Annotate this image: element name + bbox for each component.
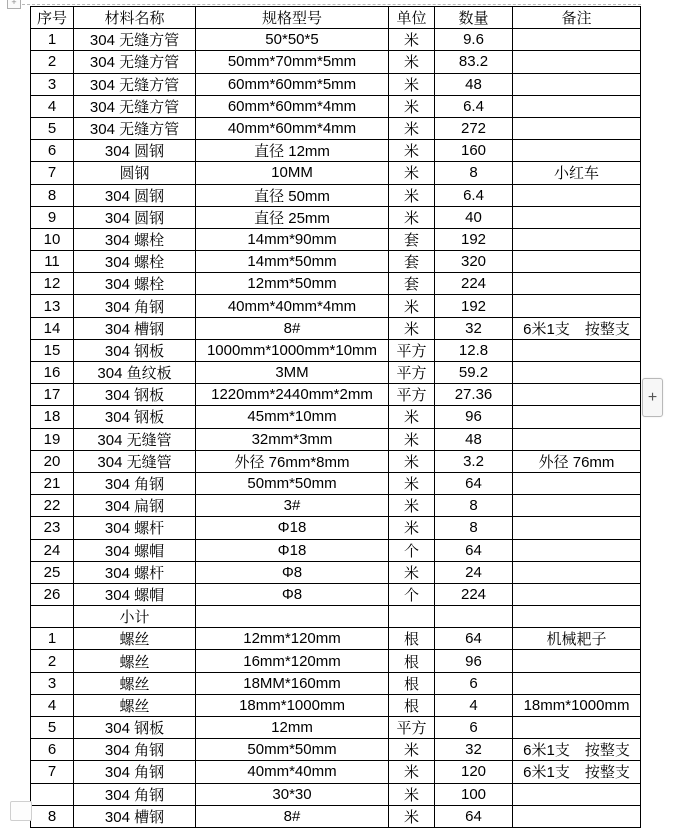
- table-header-row: [31, 7, 641, 29]
- table-cell[interactable]: [435, 606, 513, 628]
- table-cell[interactable]: 272: [435, 117, 513, 139]
- table-cell[interactable]: [513, 495, 641, 517]
- table-row: [31, 672, 641, 694]
- table-cell[interactable]: [513, 539, 641, 561]
- table-cell[interactable]: 15: [31, 339, 74, 361]
- table-cell[interactable]: 12mm*50mm: [196, 273, 389, 295]
- table-cell[interactable]: 19: [31, 428, 74, 450]
- table-cell[interactable]: 6: [435, 672, 513, 694]
- table-row: [31, 339, 641, 361]
- table-cell[interactable]: 304 螺栓: [74, 273, 196, 295]
- table-cell[interactable]: 套: [389, 273, 435, 295]
- table-cell[interactable]: 5: [31, 117, 74, 139]
- table-cell[interactable]: 12mm: [196, 717, 389, 739]
- table-cell[interactable]: 40: [435, 206, 513, 228]
- table-cell[interactable]: 26: [31, 583, 74, 605]
- table-row: [31, 184, 641, 206]
- table-cell[interactable]: 8#: [196, 317, 389, 339]
- table-cell[interactable]: [513, 251, 641, 273]
- table-cell[interactable]: 螺丝: [74, 628, 196, 650]
- table-cell[interactable]: 1: [31, 29, 74, 51]
- table-cell[interactable]: Φ8: [196, 583, 389, 605]
- table-cell[interactable]: 14: [31, 317, 74, 339]
- table-cell[interactable]: 平方: [389, 339, 435, 361]
- table-cell[interactable]: 2: [31, 51, 74, 73]
- table-cell[interactable]: 60mm*60mm*4mm: [196, 95, 389, 117]
- table-cell[interactable]: 外径 76mm*8mm: [196, 450, 389, 472]
- table-row: [31, 539, 641, 561]
- table-cell[interactable]: 304 圆钢: [74, 184, 196, 206]
- table-cell[interactable]: 4: [31, 95, 74, 117]
- table-row: [31, 117, 641, 139]
- table-cell[interactable]: 304 螺帽: [74, 583, 196, 605]
- table-cell[interactable]: [389, 606, 435, 628]
- table-cell[interactable]: 17: [31, 384, 74, 406]
- table-row: [31, 450, 641, 472]
- table-cell[interactable]: 25: [31, 561, 74, 583]
- table-cell[interactable]: [513, 95, 641, 117]
- table-cell[interactable]: 50mm*70mm*5mm: [196, 51, 389, 73]
- table-cell[interactable]: 45mm*10mm: [196, 406, 389, 428]
- table-cell[interactable]: 304 角钢: [74, 783, 196, 805]
- table-row: [31, 717, 641, 739]
- table-cell[interactable]: 1: [31, 628, 74, 650]
- table-cell[interactable]: 4: [31, 694, 74, 716]
- table-cell[interactable]: 304 无缝方管: [74, 117, 196, 139]
- table-row: [31, 273, 641, 295]
- table-cell[interactable]: Φ18: [196, 517, 389, 539]
- table-cell[interactable]: [513, 29, 641, 51]
- table-cell[interactable]: 圆钢: [74, 162, 196, 184]
- table-cell[interactable]: 224: [435, 583, 513, 605]
- table-cell[interactable]: 304 螺栓: [74, 228, 196, 250]
- table-cell[interactable]: 32: [435, 739, 513, 761]
- table-cell[interactable]: 304 角钢: [74, 739, 196, 761]
- table-cell[interactable]: 16: [31, 362, 74, 384]
- table-cell[interactable]: 24: [31, 539, 74, 561]
- partial-control[interactable]: [10, 801, 32, 821]
- table-cell[interactable]: [513, 406, 641, 428]
- table-cell[interactable]: 18mm*1000mm: [196, 694, 389, 716]
- table-cell[interactable]: 个: [389, 583, 435, 605]
- table-cell[interactable]: 12: [31, 273, 74, 295]
- table-cell[interactable]: 32: [435, 317, 513, 339]
- table-cell[interactable]: 机械耙子: [513, 628, 641, 650]
- table-cell[interactable]: 13: [31, 295, 74, 317]
- table-cell[interactable]: 平方: [389, 384, 435, 406]
- table-cell[interactable]: 米: [389, 495, 435, 517]
- table-cell[interactable]: 14mm*50mm: [196, 251, 389, 273]
- table-cell[interactable]: 5: [31, 717, 74, 739]
- table-cell[interactable]: 50*50*5: [196, 29, 389, 51]
- table-cell[interactable]: 7: [31, 761, 74, 783]
- table-cell[interactable]: 304 无缝方管: [74, 51, 196, 73]
- table-cell[interactable]: 304 钢板: [74, 384, 196, 406]
- table-cell[interactable]: 6米1支 按整支: [513, 317, 641, 339]
- table-cell[interactable]: 米: [389, 162, 435, 184]
- table-cell[interactable]: 外径 76mm: [513, 450, 641, 472]
- table-cell[interactable]: 8: [435, 517, 513, 539]
- table-cell[interactable]: 6米1支 按整支: [513, 739, 641, 761]
- table-cell[interactable]: 3MM: [196, 362, 389, 384]
- table-cell[interactable]: 4: [435, 694, 513, 716]
- table-cell[interactable]: 米: [389, 184, 435, 206]
- table-cell[interactable]: [513, 472, 641, 494]
- table-cell[interactable]: 米: [389, 51, 435, 73]
- table-cell[interactable]: 12mm*120mm: [196, 628, 389, 650]
- table-cell[interactable]: 304 角钢: [74, 295, 196, 317]
- table-cell[interactable]: 304 钢板: [74, 339, 196, 361]
- table-cell[interactable]: 平方: [389, 362, 435, 384]
- table-cell[interactable]: 米: [389, 428, 435, 450]
- table-cell[interactable]: 米: [389, 739, 435, 761]
- table-cell[interactable]: 24: [435, 561, 513, 583]
- table-cell[interactable]: 304 圆钢: [74, 206, 196, 228]
- table-cell[interactable]: 米: [389, 73, 435, 95]
- table-cell[interactable]: 304 圆钢: [74, 140, 196, 162]
- materials-table: [30, 6, 641, 828]
- table-cell[interactable]: 螺丝: [74, 650, 196, 672]
- table-cell[interactable]: 192: [435, 295, 513, 317]
- table-cell[interactable]: 6: [31, 140, 74, 162]
- table-row: [31, 428, 641, 450]
- table-cell[interactable]: 米: [389, 783, 435, 805]
- table-cell[interactable]: [513, 606, 641, 628]
- table-cell[interactable]: 6.4: [435, 95, 513, 117]
- table-cell[interactable]: 米: [389, 206, 435, 228]
- table-cell[interactable]: 2: [31, 650, 74, 672]
- table-cell[interactable]: 304 扁钢: [74, 495, 196, 517]
- table-cell[interactable]: 18: [31, 406, 74, 428]
- table-cell[interactable]: 螺丝: [74, 672, 196, 694]
- table-cell[interactable]: 304 螺栓: [74, 251, 196, 273]
- table-cell[interactable]: 12.8: [435, 339, 513, 361]
- table-cell[interactable]: 8: [31, 805, 74, 827]
- table-cell[interactable]: 120: [435, 761, 513, 783]
- table-cell[interactable]: 米: [389, 95, 435, 117]
- table-cell[interactable]: 套: [389, 228, 435, 250]
- table-cell[interactable]: 40mm*60mm*4mm: [196, 117, 389, 139]
- table-cell[interactable]: 59.2: [435, 362, 513, 384]
- table-cell[interactable]: [513, 117, 641, 139]
- table-cell[interactable]: 3#: [196, 495, 389, 517]
- table-cell[interactable]: [31, 783, 74, 805]
- table-row: [31, 228, 641, 250]
- table-cell[interactable]: 304 槽钢: [74, 317, 196, 339]
- table-row: [31, 495, 641, 517]
- table-cell[interactable]: Φ18: [196, 539, 389, 561]
- table-cell[interactable]: 米: [389, 517, 435, 539]
- table-cell[interactable]: 22: [31, 495, 74, 517]
- table-cell[interactable]: 304 鱼纹板: [74, 362, 196, 384]
- table-cell[interactable]: 根: [389, 628, 435, 650]
- table-cell[interactable]: 6.4: [435, 184, 513, 206]
- table-cell[interactable]: 8: [31, 184, 74, 206]
- header-cell[interactable]: 备注: [513, 7, 641, 29]
- table-row: [31, 140, 641, 162]
- table-cell[interactable]: 21: [31, 472, 74, 494]
- table-cell[interactable]: 32mm*3mm: [196, 428, 389, 450]
- table-row: [31, 761, 641, 783]
- table-cell[interactable]: 根: [389, 694, 435, 716]
- table-cell[interactable]: 304 无缝管: [74, 450, 196, 472]
- table-cell[interactable]: 9: [31, 206, 74, 228]
- table-row: [31, 73, 641, 95]
- table-row: [31, 583, 641, 605]
- table-cell[interactable]: 14mm*90mm: [196, 228, 389, 250]
- table-cell[interactable]: 304 角钢: [74, 761, 196, 783]
- table-row: [31, 406, 641, 428]
- table-cell[interactable]: 320: [435, 251, 513, 273]
- table-cell[interactable]: 304 无缝方管: [74, 73, 196, 95]
- table-cell[interactable]: 96: [435, 650, 513, 672]
- table-cell[interactable]: 40mm*40mm*4mm: [196, 295, 389, 317]
- table-cell[interactable]: 6: [31, 739, 74, 761]
- table-cell[interactable]: [513, 384, 641, 406]
- table-cell[interactable]: 套: [389, 251, 435, 273]
- table-cell[interactable]: 8: [435, 495, 513, 517]
- table-row: [31, 251, 641, 273]
- table-cell[interactable]: 10: [31, 228, 74, 250]
- table-cell[interactable]: [513, 295, 641, 317]
- table-cell[interactable]: 11: [31, 251, 74, 273]
- table-row: [31, 561, 641, 583]
- header-cell[interactable]: 数量: [435, 7, 513, 29]
- table-cell[interactable]: 100: [435, 783, 513, 805]
- table-row: [31, 317, 641, 339]
- table-cell[interactable]: 48: [435, 73, 513, 95]
- table-move-handle-icon[interactable]: +: [7, 0, 21, 9]
- table-cell[interactable]: 18MM*160mm: [196, 672, 389, 694]
- table-cell[interactable]: 直径 12mm: [196, 140, 389, 162]
- table-cell[interactable]: [513, 339, 641, 361]
- table-cell[interactable]: 8#: [196, 805, 389, 827]
- table-cell[interactable]: 96: [435, 406, 513, 428]
- table-row: [31, 162, 641, 184]
- header-cell[interactable]: 序号: [31, 7, 74, 29]
- table-cell[interactable]: 304 角钢: [74, 472, 196, 494]
- table-cell[interactable]: 304 无缝方管: [74, 29, 196, 51]
- table-cell[interactable]: 1220mm*2440mm*2mm: [196, 384, 389, 406]
- table-cell[interactable]: [513, 428, 641, 450]
- table-cell[interactable]: 50mm*50mm: [196, 739, 389, 761]
- table-cell[interactable]: 224: [435, 273, 513, 295]
- table-row: [31, 628, 641, 650]
- table-cell[interactable]: 米: [389, 805, 435, 827]
- table-cell[interactable]: 50mm*50mm: [196, 472, 389, 494]
- table-cell[interactable]: [513, 184, 641, 206]
- plus-icon: +: [647, 388, 658, 406]
- table-row: [31, 29, 641, 51]
- table-cell[interactable]: 304 无缝管: [74, 428, 196, 450]
- table-cell[interactable]: 米: [389, 140, 435, 162]
- table-cell[interactable]: 1000mm*1000mm*10mm: [196, 339, 389, 361]
- table-cell[interactable]: 10MM: [196, 162, 389, 184]
- table-cell[interactable]: 小红车: [513, 162, 641, 184]
- table-cell[interactable]: [513, 672, 641, 694]
- table-cell[interactable]: [513, 717, 641, 739]
- table-row: [31, 95, 641, 117]
- table-cell[interactable]: 20: [31, 450, 74, 472]
- table-cell[interactable]: 60mm*60mm*5mm: [196, 73, 389, 95]
- table-row: [31, 739, 641, 761]
- table-cell[interactable]: 192: [435, 228, 513, 250]
- table-cell[interactable]: 304 螺杆: [74, 561, 196, 583]
- table-cell[interactable]: 30*30: [196, 783, 389, 805]
- table-row: [31, 805, 641, 827]
- table-cell[interactable]: [196, 606, 389, 628]
- table-cell[interactable]: 米: [389, 406, 435, 428]
- table-cell[interactable]: [31, 606, 74, 628]
- table-cell[interactable]: 160: [435, 140, 513, 162]
- table-cell[interactable]: [513, 51, 641, 73]
- table-cell[interactable]: Φ8: [196, 561, 389, 583]
- table-row: [31, 362, 641, 384]
- table-cell[interactable]: 米: [389, 472, 435, 494]
- table-cell[interactable]: 米: [389, 561, 435, 583]
- table-cell[interactable]: 个: [389, 539, 435, 561]
- table-row: [31, 51, 641, 73]
- table-cell[interactable]: 直径 25mm: [196, 206, 389, 228]
- table-row: [31, 783, 641, 805]
- table-cell[interactable]: 304 钢板: [74, 406, 196, 428]
- table-cell[interactable]: 83.2: [435, 51, 513, 73]
- table-cell[interactable]: 米: [389, 761, 435, 783]
- table-row: [31, 650, 641, 672]
- table-cell[interactable]: 304 无缝方管: [74, 95, 196, 117]
- table-cell[interactable]: [513, 273, 641, 295]
- table-cell[interactable]: 27.36: [435, 384, 513, 406]
- table-cell[interactable]: 9.6: [435, 29, 513, 51]
- table-row: [31, 694, 641, 716]
- table-cell[interactable]: 23: [31, 517, 74, 539]
- table-row: [31, 517, 641, 539]
- table-cell[interactable]: 64: [435, 472, 513, 494]
- table-row: [31, 295, 641, 317]
- table-cell[interactable]: [513, 140, 641, 162]
- table-row: [31, 472, 641, 494]
- table-cell[interactable]: [513, 228, 641, 250]
- text-boundary-line: [22, 4, 641, 5]
- table-cell[interactable]: 64: [435, 805, 513, 827]
- plus-button[interactable]: [642, 378, 663, 417]
- table-cell[interactable]: [513, 650, 641, 672]
- table-cell[interactable]: 3.2: [435, 450, 513, 472]
- table-cell[interactable]: 米: [389, 117, 435, 139]
- table-cell[interactable]: 螺丝: [74, 694, 196, 716]
- table-cell[interactable]: 16mm*120mm: [196, 650, 389, 672]
- table-cell[interactable]: 根: [389, 672, 435, 694]
- table-cell[interactable]: 304 螺帽: [74, 539, 196, 561]
- table-cell[interactable]: 64: [435, 539, 513, 561]
- table-cell[interactable]: 304 槽钢: [74, 805, 196, 827]
- table-cell[interactable]: [513, 517, 641, 539]
- table-cell[interactable]: [513, 73, 641, 95]
- table-cell[interactable]: 48: [435, 428, 513, 450]
- table-cell[interactable]: 6: [435, 717, 513, 739]
- table-cell[interactable]: [513, 362, 641, 384]
- table-row: [31, 384, 641, 406]
- table-cell[interactable]: 8: [435, 162, 513, 184]
- table-cell[interactable]: 根: [389, 650, 435, 672]
- table-cell[interactable]: 3: [31, 73, 74, 95]
- table-cell[interactable]: 64: [435, 628, 513, 650]
- table-cell[interactable]: 直径 50mm: [196, 184, 389, 206]
- table-cell[interactable]: 米: [389, 450, 435, 472]
- header-cell[interactable]: 材料名称: [74, 7, 196, 29]
- table-cell[interactable]: 米: [389, 29, 435, 51]
- table-cell[interactable]: [513, 583, 641, 605]
- table-cell[interactable]: 米: [389, 295, 435, 317]
- header-cell[interactable]: 单位: [389, 7, 435, 29]
- table-cell[interactable]: 平方: [389, 717, 435, 739]
- table-cell[interactable]: [513, 561, 641, 583]
- table-row: [31, 206, 641, 228]
- table-cell[interactable]: 304 钢板: [74, 717, 196, 739]
- table-cell[interactable]: 7: [31, 162, 74, 184]
- table-cell[interactable]: [513, 805, 641, 827]
- table-cell[interactable]: 米: [389, 317, 435, 339]
- table-cell[interactable]: [513, 206, 641, 228]
- table-row: [31, 606, 641, 628]
- table-cell[interactable]: [513, 783, 641, 805]
- table-cell[interactable]: 3: [31, 672, 74, 694]
- table-cell[interactable]: 304 螺杆: [74, 517, 196, 539]
- header-cell[interactable]: 规格型号: [196, 7, 389, 29]
- table-cell[interactable]: 6米1支 按整支: [513, 761, 641, 783]
- table-cell[interactable]: 18mm*1000mm: [513, 694, 641, 716]
- table-cell[interactable]: 小计: [74, 606, 196, 628]
- table-cell[interactable]: 40mm*40mm: [196, 761, 389, 783]
